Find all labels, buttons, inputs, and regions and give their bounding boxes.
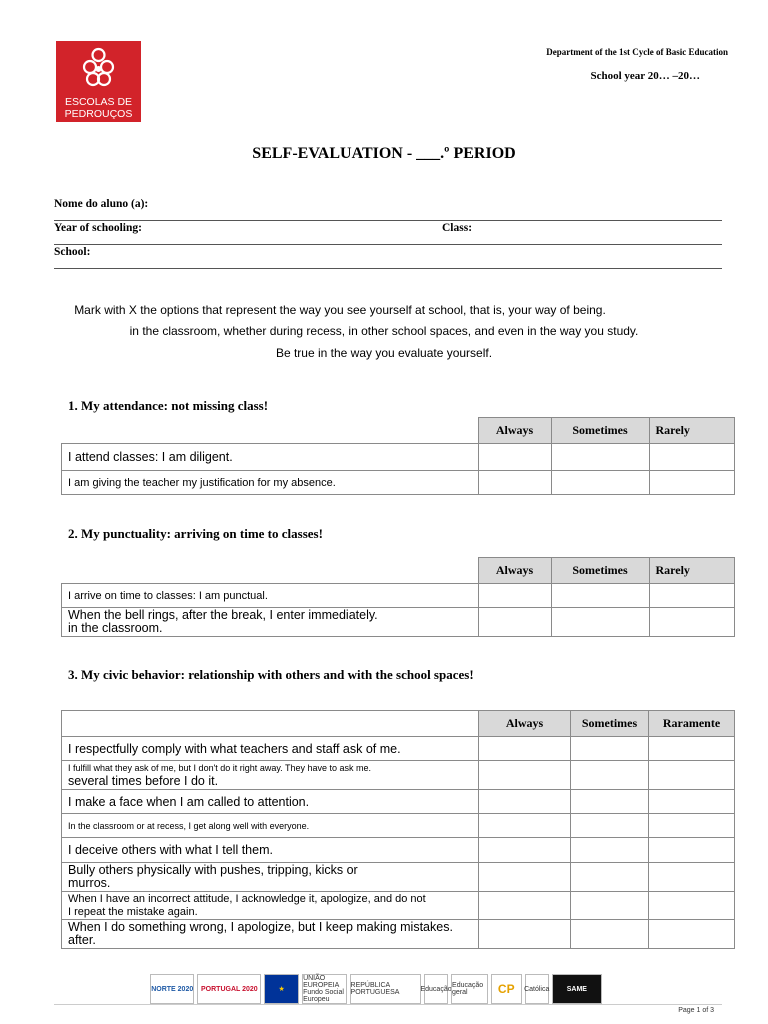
row-label-line: in the classroom. — [68, 621, 163, 635]
general-education-logo: Educação geral — [451, 974, 488, 1004]
row-label — [62, 892, 479, 920]
column-header: Rarely — [649, 558, 734, 584]
row-label: I respectfully comply with what teachers and staff ask of me. — [62, 737, 479, 761]
answer-cell[interactable] — [479, 920, 571, 949]
answer-cell[interactable] — [649, 814, 735, 838]
instructions-line-2: in the classroom, whether during recess, in other school spaces, and even in the way you study. — [129, 324, 639, 338]
fse-label: Fundo Social Europeu — [303, 989, 344, 1003]
eu-label: UNIÃO EUROPEIA — [303, 975, 340, 989]
row-label — [62, 608, 479, 637]
row-label: I attend classes: I am diligent. — [62, 444, 479, 471]
department-label: Department of the 1st Cycle of Basic Education — [546, 47, 728, 57]
column-header: Always — [479, 711, 571, 737]
column-header: Sometimes — [551, 558, 649, 584]
answer-cell[interactable] — [479, 838, 571, 863]
instructions-line-3: Be true in the way you evaluate yourself. — [275, 346, 493, 360]
school-label: School: — [54, 246, 91, 258]
funding-logos — [150, 974, 602, 1004]
answer-cell[interactable] — [649, 838, 735, 863]
section-title: 1. My attendance: not missing class! — [68, 398, 269, 413]
answer-cell[interactable] — [571, 892, 649, 920]
answer-cell[interactable] — [649, 737, 735, 761]
divider — [54, 268, 722, 269]
eu-text-logo — [302, 974, 346, 1004]
education-logo: Educação — [424, 974, 448, 1004]
row-label: I deceive others with what I tell them. — [62, 838, 479, 863]
flower-icon — [80, 45, 117, 93]
answer-cell[interactable] — [649, 790, 735, 814]
blank-header — [62, 711, 479, 737]
answer-cell[interactable] — [571, 920, 649, 949]
column-header: Sometimes — [551, 418, 649, 444]
page-number: Page 1 of 3 — [678, 1007, 714, 1014]
punctuality-table — [61, 557, 735, 637]
answer-cell[interactable] — [649, 892, 735, 920]
row-label — [62, 761, 479, 790]
row-label-line: after. — [68, 933, 96, 947]
row-label: In the classroom or at recess, I get along well with everyone. — [62, 814, 479, 838]
answer-cell[interactable] — [649, 863, 735, 892]
same-logo: SAME — [552, 974, 602, 1004]
portugal-2020-logo: PORTUGAL 2020 — [197, 974, 261, 1004]
answer-cell[interactable] — [571, 814, 649, 838]
class-label: Class: — [442, 222, 473, 234]
answer-cell[interactable] — [571, 863, 649, 892]
student-name-label: Nome do aluno (a): — [54, 198, 149, 210]
row-label: I make a face when I am called to attention. — [62, 790, 479, 814]
cp-logo: CP — [491, 974, 522, 1004]
row-label-line: Bully others physically with pushes, tripping, kicks or — [68, 863, 358, 877]
answer-cell[interactable] — [551, 608, 649, 637]
answer-cell[interactable] — [479, 737, 571, 761]
answer-cell[interactable] — [649, 761, 735, 790]
row-label-line: several times before I do it. — [68, 774, 219, 788]
row-label-line: When the bell rings, after the break, I enter immediately. — [68, 608, 378, 622]
answer-cell[interactable] — [649, 584, 734, 608]
column-header: Raramente — [649, 711, 735, 737]
republic-logo: REPÚBLICA PORTUGUESA — [350, 974, 422, 1004]
answer-cell[interactable] — [551, 471, 649, 495]
catolica-logo: Católica — [525, 974, 549, 1004]
row-label — [62, 863, 479, 892]
answer-cell[interactable] — [479, 814, 571, 838]
answer-cell[interactable] — [479, 863, 571, 892]
answer-cell[interactable] — [571, 737, 649, 761]
eu-flag-icon: ★ — [264, 974, 299, 1004]
column-header: Always — [478, 558, 551, 584]
school-logo — [56, 41, 141, 122]
row-label-line: I fulfill what they ask of me, but I don't do it right away. They have to ask me. — [68, 763, 372, 773]
answer-cell[interactable] — [649, 608, 734, 637]
column-header: Always — [478, 418, 551, 444]
column-header: Sometimes — [571, 711, 649, 737]
civic-behavior-table — [61, 710, 735, 949]
answer-cell[interactable] — [479, 761, 571, 790]
answer-cell[interactable] — [551, 584, 649, 608]
row-label — [62, 920, 479, 949]
norte-2020-logo: NORTE 2020 — [150, 974, 194, 1004]
answer-cell[interactable] — [649, 444, 734, 471]
answer-cell[interactable] — [478, 471, 551, 495]
answer-cell[interactable] — [478, 584, 551, 608]
answer-cell[interactable] — [571, 761, 649, 790]
divider — [54, 220, 722, 221]
answer-cell[interactable] — [479, 790, 571, 814]
divider — [54, 244, 722, 245]
row-label-line: When I do something wrong, I apologize, but I keep making mistakes. — [68, 920, 453, 934]
row-label-line: When I have an incorrect attitude, I acknowledge it, apologize, and do not — [68, 892, 426, 905]
answer-cell[interactable] — [478, 444, 551, 471]
instructions-line-1: Mark with X the options that represent the way you see yourself at school, that is, your way of being. — [74, 303, 606, 317]
logo-line-1: ESCOLAS DE — [64, 96, 133, 108]
attendance-table — [61, 417, 735, 495]
answer-cell[interactable] — [571, 790, 649, 814]
row-label-line: I repeat the mistake again. — [68, 905, 198, 918]
answer-cell[interactable] — [571, 838, 649, 863]
section-title: 2. My punctuality: arriving on time to classes! — [68, 526, 323, 541]
answer-cell[interactable] — [649, 920, 735, 949]
section-title: 3. My civic behavior: relationship with others and with the school spaces! — [68, 667, 474, 682]
row-label-line: murros. — [68, 876, 111, 890]
column-header: Rarely — [649, 418, 734, 444]
answer-cell[interactable] — [479, 892, 571, 920]
footer-divider — [54, 1004, 722, 1005]
page-title: SELF-EVALUATION - ___.º PERIOD — [252, 145, 516, 162]
answer-cell[interactable] — [478, 608, 551, 637]
row-label: I arrive on time to classes: I am punctual. — [62, 584, 479, 608]
answer-cell[interactable] — [551, 444, 649, 471]
row-label: I am giving the teacher my justification for my absence. — [62, 471, 479, 495]
answer-cell[interactable] — [649, 471, 734, 495]
logo-line-2: PEDROUÇOS — [64, 108, 133, 120]
year-of-schooling-label: Year of schooling: — [54, 222, 142, 234]
school-year-label: School year 20… –20… — [590, 70, 700, 82]
